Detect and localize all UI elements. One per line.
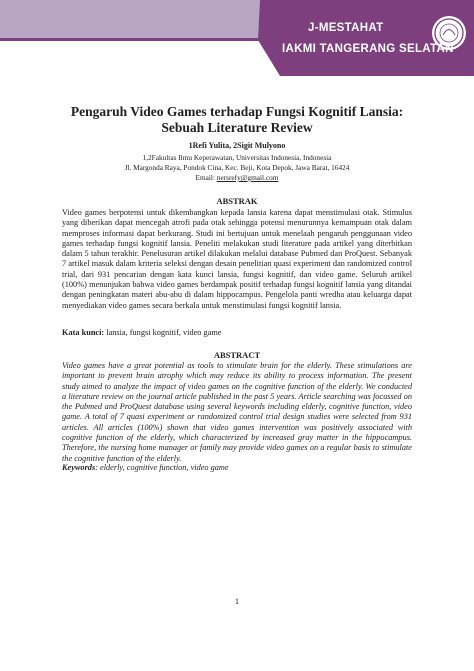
- abstrak-keywords: [62, 328, 412, 337]
- journal-name: J-MESTAHAT: [308, 22, 384, 34]
- abstract-heading: ABSTRACT: [213, 350, 261, 360]
- kata-kunci-label: Kata kunci:: [62, 328, 105, 337]
- email-label: Email:: [195, 173, 217, 182]
- paper-title-line-2: [0, 120, 474, 136]
- authors: 1Refi Yulita, 2Sigit Mulyono: [188, 141, 286, 150]
- abstrak-body: Video games berpotensi untuk dikembangkan kepada lansia karena dapat menstimulasi otak. Stimulus yang diberikan dapat mencegah atrofi pada otak sehingga potensi menurunnya kemampuan otak dalam memproses informasi dapat berkurang. Studi ini bertujuan untuk menelaah pengaruh penggunaan video games terhadap fungsi kognitif lansia. Peneliti melakukan studi literature pada artikel yang diterbitkan dalam 5 tahun terakhir. Penelusuran artikel dilakukan melalui database Pubmed dan ProQuest. Sebanyak 7 artikel masuk dalam kriteria seleksi dengan desain penelitian quasi experiment dan randomized control trial, dari 931 pencarian dengan kata kunci lansia, fungsi kognitif, dan video game. Seluruh artikel (100%) menunjukan bahwa video games berdampak positif terhadap fungsi kognitif lansia yang ditandai dengan peningkatan materi abu-abu di dalam hippocampus. Pengelola panti wredha atau keluarga dapat menyediakan video games secara berkala untuk menstimulasi fungsi kognitif lansia.: [62, 208, 412, 310]
- abstrak-heading: ABSTRAK: [216, 196, 258, 206]
- keywords-label: Keywords: [62, 463, 96, 472]
- organization-name: IAKMI TANGERANG SELATAN: [282, 43, 454, 55]
- abstract-body: Video games have a great potential as tools to stimulate brain for the elderly. These stimulations are important to prevent brain atrophy which may reduce its ability to process information. The present study aimed to analyze the impact of video games on the cognitive function of the elderly. We conducted a literature review on the journal article published in the past 5 years. Article searching was focussed on the Pubmed and ProQuest database using several keywords including elderly, cognitive function, video game. A total of 7 quasi experiment or randomized control trial design studies were selected from 931 articles. All articles (100%) shown that video games intervention was positively associated with cognitive function of the elderly, which characterized by increased gray matter in the hippocampus. Therefore, the nursing home manager or family may provide video games on a regular basis to stimulate the cognitive function of the elderly.: [62, 361, 412, 463]
- title-text-2: Sebuah Literature Review: [161, 120, 313, 135]
- paper-title-line-1: [0, 104, 474, 120]
- journal-header: [0, 0, 474, 104]
- kata-kunci-value: lansia, fungsi kognitif, video game: [104, 328, 222, 337]
- affiliation-line-2: Jl. Margonda Raya, Pondok Cina, Kec. Beji, Kota Depok, Jawa Barat, 16424: [124, 163, 350, 172]
- keywords-value: : elderly, cognitive function, video game: [95, 463, 229, 472]
- title-text-1: Pengaruh Video Games terhadap Fungsi Kognitif Lansia:: [70, 104, 404, 119]
- email-line: [0, 173, 474, 183]
- affiliation-line-1: 1,2Fakultas Ilmu Keperawatan, Universitas Indonesia, Indonesia: [142, 153, 332, 162]
- page-number: 1: [234, 596, 240, 606]
- email-link[interactable]: nersrefy@gmail.com: [216, 173, 279, 182]
- abstract-keywords: [62, 463, 412, 472]
